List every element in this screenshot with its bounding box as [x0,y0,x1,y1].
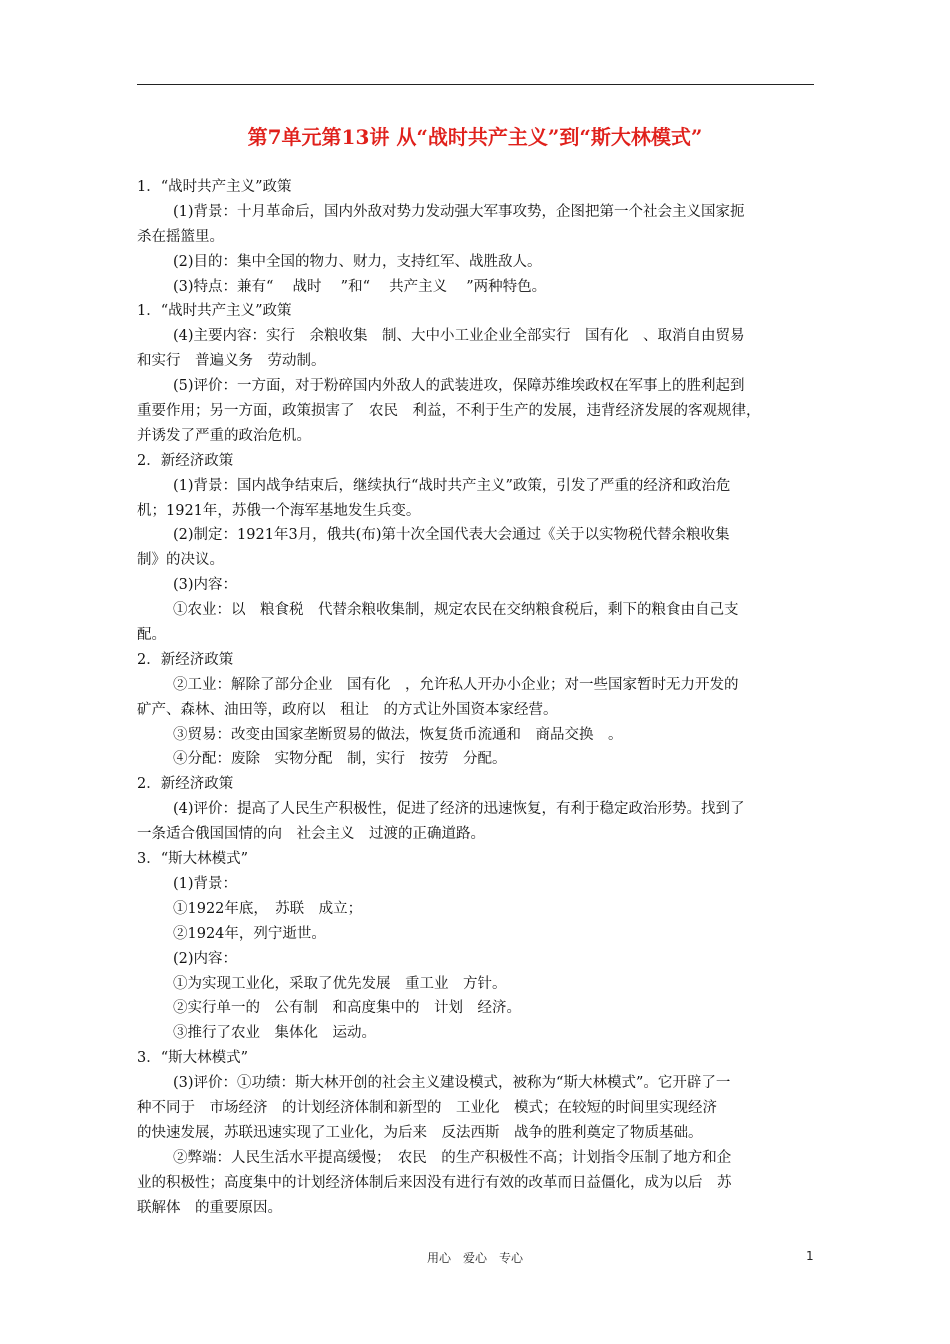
text-line: (1)背景： [173,875,238,892]
page-footer: 用心 爱心 专心 [426,1251,523,1265]
text-line: (2)目的：集中全国的物力、财力，支持红军、战胜敌人。 [173,253,542,270]
text-line: (3)内容： [173,577,238,594]
text-line: ①1922年底， 苏联 成立； [173,900,363,917]
text-line: 矿产、森林、油田等，政府以 租让 的方式让外国资本家经营。 [137,701,558,718]
page-number: 1 [806,1249,814,1263]
text-line: ②实行单一的 公有制 和高度集中的 计划 经济。 [173,1000,521,1017]
text-line: 种不同于 市场经济 的计划经济体制和新型的 工业化 模式；在较短的时间里实现经济 [137,1099,717,1116]
text-line: 业的积极性；高度集中的计划经济体制后来因没有进行有效的改革而日益僵化，成为以后 苏 [137,1174,732,1191]
text-line: (4)主要内容：实行 余粮收集 制、大中小工业企业全部实行 国有化 、取消自由贸易 [173,328,745,345]
text-line: 重要作用；另一方面，政策损害了 农民 利益，不利于生产的发展，违背经济发展的客观规律， [137,403,761,420]
text-line: ③推行了农业 集体化 运动。 [173,1025,376,1042]
text-line: (2)内容： [173,950,238,967]
text-line: 2．新经济政策 [137,651,234,668]
text-line: (2)制定：1921年3月，俄共(布)第十次全国代表大会通过《关于以实物税代替余粮收集 [173,527,730,544]
text-line: 一条适合俄国国情的向 社会主义 过渡的正确道路。 [137,826,485,843]
text-line: 3．“斯大林模式” [137,851,249,868]
text-line: (5)评价：一方面，对于粉碎国内外敌人的武装进攻，保障苏维埃政权在军事上的胜利起到 [173,378,745,395]
header-rule [137,84,814,85]
text-line: 2．新经济政策 [137,776,234,793]
text-line: ②1924年，列宁逝世。 [173,925,326,942]
text-line: (1)背景：十月革命后，国内外敌对势力发动强大军事攻势，企图把第一个社会主义国家扼 [173,203,745,220]
text-line: (4)评价：提高了人民生产积极性，促进了经济的迅速恢复，有利于稳定政治形势。找到了 [173,801,745,818]
text-line: (3)评价：①功绩：斯大林开创的社会主义建设模式，被称为“斯大林模式”。它开辟了一 [173,1075,731,1092]
text-line: 机；1921年，苏俄一个海军基地发生兵变。 [137,502,421,519]
document-body [137,175,817,1220]
text-line: ②弊端：人民生活水平提高缓慢； 农民 的生产积极性不高；计划指令压制了地方和企 [173,1149,732,1166]
text-line: (1)背景：国内战争结束后，继续执行“战时共产主义”政策，引发了严重的经济和政治危 [173,477,731,494]
page-title: 第7单元第13讲 从“战时共产主义”到“斯大林模式” [247,125,703,149]
text-line: 制》的决议。 [137,552,224,569]
text-line: ②工业：解除了部分企业 国有化 ，允许私人开办小企业；对一些国家暂时无力开发的 [173,676,739,693]
text-line: ①为实现工业化，采取了优先发展 重工业 方针。 [173,975,507,992]
text-line: 1．“战时共产主义”政策 [137,303,292,320]
text-line: ③贸易：改变由国家垄断贸易的做法，恢复货币流通和 商品交换 。 [173,726,623,743]
text-line: 配。 [137,627,166,644]
text-line: 联解体 的重要原因。 [137,1199,282,1216]
text-line: 并诱发了严重的政治危机。 [137,427,311,444]
text-line: 的快速发展，苏联迅速实现了工业化，为后来 反法西斯 战争的胜利奠定了物质基础。 [137,1124,703,1141]
text-line: ④分配：废除 实物分配 制，实行 按劳 分配。 [173,751,507,768]
text-line: 和实行 普遍义务 劳动制。 [137,353,326,370]
text-line: 1．“战时共产主义”政策 [137,179,292,195]
text-line: 3．“斯大林模式” [137,1050,249,1067]
text-line: ①农业：以 粮食税 代替余粮收集制，规定农民在交纳粮食税后，剩下的粮食由自己支 [173,602,739,619]
text-line: (3)特点：兼有“ 战时 ”和“ 共产主义 ”两种特色。 [173,278,547,295]
text-line: 2．新经济政策 [137,452,234,469]
text-line: 杀在摇篮里。 [137,228,224,245]
